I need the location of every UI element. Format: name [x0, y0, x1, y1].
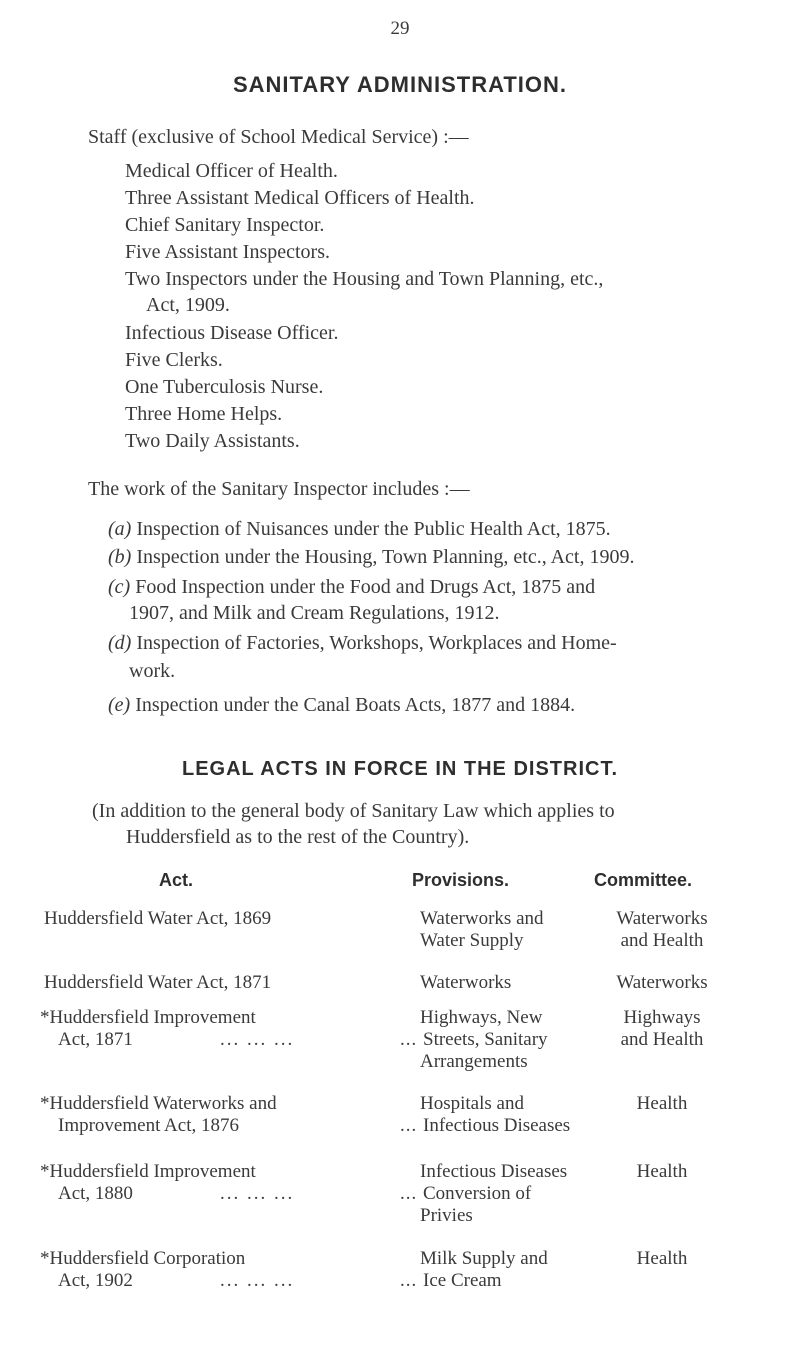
staff-intro: Staff (exclusive of School Medical Service) :—	[88, 126, 469, 148]
staff-item: One Tuberculosis Nurse.	[125, 376, 324, 398]
committee-cell	[592, 1161, 732, 1183]
column-header-provisions: Provisions.	[412, 870, 510, 890]
staff-item: Two Daily Assistants.	[125, 430, 300, 452]
act-line: Huddersfield Water Act, 1869	[44, 908, 272, 929]
act-line: *Huddersfield Corporation	[40, 1248, 246, 1269]
work-item-text: Food Inspection under the Food and Drugs Act, 1875 and	[135, 576, 596, 598]
committee-line: and Health	[620, 930, 704, 951]
act-line: *Huddersfield Improvement	[40, 1161, 256, 1182]
dot-leader: ... ... ...	[220, 1270, 295, 1291]
work-item-label: (b)	[108, 546, 132, 568]
act-line: *Huddersfield Improvement	[40, 1007, 256, 1028]
provisions-cell	[400, 1161, 567, 1227]
provisions-cell	[400, 1248, 548, 1292]
work-item-text: Inspection under the Housing, Town Planning, etc., Act, 1909.	[136, 546, 635, 568]
column-header-act: Act.	[159, 870, 194, 890]
work-item-label: (e)	[108, 694, 131, 716]
committee-line: and Health	[620, 1029, 704, 1050]
provisions-cell	[420, 972, 511, 994]
provisions-cell	[400, 1007, 548, 1073]
act-line: Act, 1871	[58, 1029, 133, 1050]
provisions-cell	[420, 908, 544, 952]
provisions-cell	[400, 1093, 570, 1137]
staff-item: Three Assistant Medical Officers of Health.	[125, 187, 475, 209]
act-cell	[40, 1093, 277, 1137]
act-line: *Huddersfield Waterworks and	[40, 1093, 277, 1114]
staff-item-continuation: Act, 1909.	[146, 294, 230, 316]
work-item-label: (c)	[108, 576, 131, 598]
legal-intro-line-1: (In addition to the general body of Sanitary Law which applies to	[92, 800, 615, 822]
committee-line: Waterworks	[616, 908, 708, 929]
work-item-text: Inspection of Nuisances under the Public Health Act, 1875.	[136, 518, 611, 540]
work-item-text: Inspection under the Canal Boats Acts, 1877 and 1884.	[135, 694, 576, 716]
work-item-label: (d)	[108, 632, 132, 654]
work-item-label: (a)	[108, 518, 132, 540]
work-item-b	[108, 546, 635, 569]
committee-cell	[592, 1007, 732, 1051]
committee-cell	[592, 1248, 732, 1270]
committee-cell	[592, 972, 732, 994]
provisions-line: ... Ice Cream	[400, 1270, 502, 1291]
staff-item: Chief Sanitary Inspector.	[125, 214, 325, 236]
committee-cell	[592, 908, 732, 952]
committee-line: Highways	[623, 1007, 701, 1028]
provisions-line: ... Infectious Diseases	[400, 1115, 571, 1136]
staff-item: Three Home Helps.	[125, 403, 283, 425]
provisions-line: Waterworks and	[420, 908, 544, 929]
provisions-line: Infectious Diseases	[420, 1161, 568, 1182]
committee-line: Health	[636, 1093, 688, 1114]
work-item-e	[108, 694, 575, 717]
staff-item: Five Assistant Inspectors.	[125, 241, 330, 263]
section-title-sanitary-administration: SANITARY ADMINISTRATION.	[232, 72, 568, 97]
work-item-text: Inspection of Factories, Workshops, Workplaces and Home-	[136, 632, 617, 654]
work-item-c	[108, 576, 595, 599]
provisions-line: ... Conversion of	[400, 1183, 532, 1204]
provisions-line: Waterworks	[420, 972, 512, 993]
provisions-line: ... Streets, Sanitary	[400, 1029, 548, 1050]
work-item-d-continuation: work.	[129, 660, 176, 682]
work-item-c-continuation: 1907, and Milk and Cream Regulations, 1912.	[129, 602, 500, 624]
column-header-committee: Committee.	[594, 870, 693, 890]
act-line: Act, 1880	[58, 1183, 133, 1204]
provisions-line: Water Supply	[420, 930, 524, 951]
staff-item: Medical Officer of Health.	[125, 160, 338, 182]
staff-item: Five Clerks.	[125, 349, 223, 371]
section-title-legal-acts: LEGAL ACTS IN FORCE IN THE DISTRICT.	[181, 758, 618, 780]
committee-cell	[592, 1093, 732, 1115]
act-cell	[40, 1248, 245, 1292]
provisions-line: Hospitals and	[420, 1093, 524, 1114]
act-cell	[44, 908, 271, 930]
act-line: Act, 1902	[58, 1270, 133, 1291]
committee-line: Health	[636, 1161, 688, 1182]
dot-leader: ... ... ...	[220, 1029, 295, 1050]
act-line: Huddersfield Water Act, 1871	[44, 972, 272, 993]
staff-item: Two Inspectors under the Housing and Town Planning, etc.,	[125, 268, 604, 290]
act-cell	[44, 972, 271, 994]
provisions-line: Privies	[420, 1205, 473, 1226]
work-item-d	[108, 632, 617, 655]
provisions-line: Highways, New	[420, 1007, 543, 1028]
work-intro: The work of the Sanitary Inspector includes :—	[88, 478, 470, 500]
provisions-line: Arrangements	[420, 1051, 528, 1072]
staff-item: Infectious Disease Officer.	[125, 322, 339, 344]
committee-line: Health	[636, 1248, 688, 1269]
provisions-line: Milk Supply and	[420, 1248, 548, 1269]
committee-line: Waterworks	[616, 972, 708, 993]
act-line: Improvement Act, 1876	[58, 1115, 239, 1136]
legal-intro-line-2: Huddersfield as to the rest of the Country).	[126, 826, 470, 848]
dot-leader: ... ... ...	[220, 1183, 295, 1204]
work-item-a	[108, 518, 611, 541]
page-number: 29	[390, 18, 410, 39]
